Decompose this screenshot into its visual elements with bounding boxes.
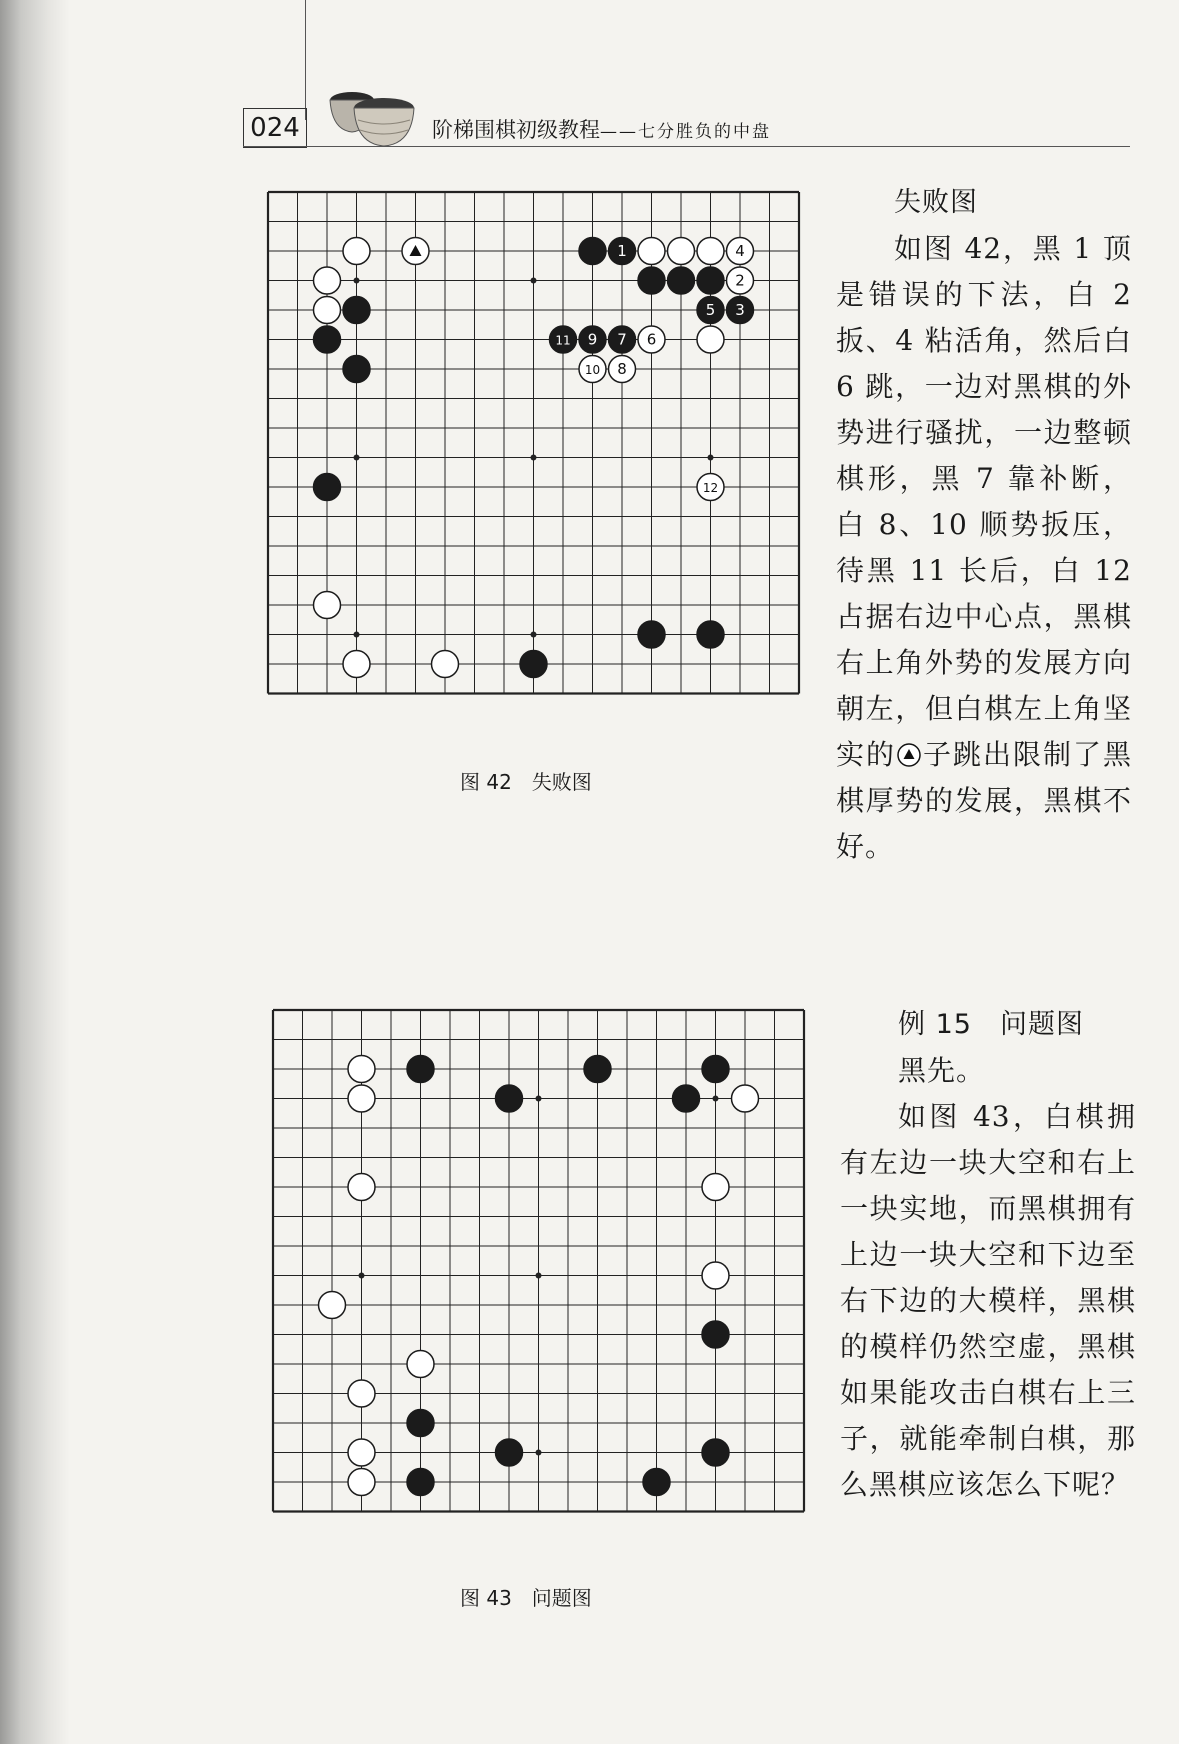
star-point — [536, 1273, 542, 1279]
figure-42-caption: 图 42 失败图 — [460, 770, 592, 794]
header-divider — [305, 0, 306, 120]
section-failure-body — [836, 226, 1132, 870]
white-stone — [697, 326, 724, 353]
page-edge-shadow — [0, 0, 70, 1744]
figure-43-caption: 图 43 问题图 — [460, 1586, 592, 1610]
board43-svg — [269, 1006, 808, 1516]
section-example-15 — [840, 1002, 1136, 1508]
book-title — [432, 114, 771, 144]
white-stone — [319, 1292, 346, 1319]
black-stone — [638, 267, 665, 294]
go-board-diagram-43 — [269, 1006, 808, 1516]
white-stone — [348, 1439, 375, 1466]
section-example-heading: 例 15 问题图 — [898, 1009, 1084, 1040]
stone-move-number: 7 — [617, 330, 627, 349]
black-stone — [638, 621, 665, 648]
section-failure-text-1: 如图 42，黑 1 顶是错误的下法，白 2 扳、4 粘活角，然后白 6 跳，一边对黑棋的外势进行骚扰，一边整顿棋形，黑 7 靠补断，白 8、10 顺势扳压，待黑 11 长后，白 12 占据右边中心点，黑棋右上角外势的发展方向朝左，但白棋左上角坚实的 — [836, 232, 1132, 771]
star-point — [531, 632, 537, 638]
stone-move-number: 10 — [584, 363, 601, 377]
star-point — [536, 1096, 542, 1102]
white-stone — [638, 238, 665, 265]
section-failure-text-2: 子跳出限制了黑棋厚势的发展，黑棋不好。 — [836, 738, 1132, 863]
stone-move-number: 11 — [555, 333, 571, 348]
white-stone — [343, 238, 370, 265]
black-stone — [407, 1410, 434, 1437]
black-stone — [702, 1056, 729, 1083]
black-stone — [343, 356, 370, 383]
stone-move-number: 3 — [735, 301, 745, 319]
black-stone — [673, 1085, 700, 1112]
black-stone — [314, 474, 341, 501]
star-point — [713, 1096, 719, 1102]
black-stone — [668, 267, 695, 294]
stone-move-number: 9 — [587, 330, 598, 349]
black-stone — [407, 1056, 434, 1083]
black-stone — [702, 1321, 729, 1348]
star-point — [531, 278, 537, 284]
black-stone — [343, 297, 370, 324]
white-stone — [348, 1380, 375, 1407]
star-point — [531, 455, 537, 461]
white-stone — [668, 238, 695, 265]
stone-move-number: 2 — [735, 271, 745, 290]
stone-move-number: 12 — [702, 481, 719, 495]
white-stone — [348, 1174, 375, 1201]
white-stone — [407, 1351, 434, 1378]
white-stone — [702, 1262, 729, 1289]
white-stone — [314, 592, 341, 619]
star-point — [708, 455, 714, 461]
white-stone — [702, 1174, 729, 1201]
section-example-body: 如图 43，白棋拥有左边一块大空和右上一块实地，而黑棋拥有上边一块大空和下边至右下边的大模样，黑棋的模样仍然空虚，黑棋如果能攻击白棋右上三子，就能牵制白棋，那么黑棋应该怎么下呢？ — [840, 1100, 1136, 1501]
book-subtitle: ——七分胜负的中盘 — [600, 122, 771, 142]
black-stone — [314, 326, 341, 353]
section-failure — [836, 180, 1132, 870]
star-point — [354, 632, 360, 638]
black-stone — [697, 267, 724, 294]
black-stone — [496, 1085, 523, 1112]
black-stone — [579, 238, 606, 265]
black-stone — [697, 621, 724, 648]
stone-move-number: 1 — [617, 242, 627, 260]
white-stone — [314, 267, 341, 294]
black-stone — [584, 1056, 611, 1083]
stone-move-number: 5 — [705, 301, 716, 319]
triangle-marked-white-stone-icon — [896, 742, 922, 768]
black-stone — [407, 1469, 434, 1496]
black-stone — [496, 1439, 523, 1466]
stone-move-number: 6 — [646, 330, 657, 349]
white-stone — [348, 1056, 375, 1083]
header-rule — [243, 146, 1130, 147]
go-bowls-icon — [322, 86, 418, 152]
page-number: 024 — [243, 108, 307, 148]
black-stone — [520, 651, 547, 678]
go-board-diagram-42 — [264, 188, 803, 698]
white-stone — [348, 1469, 375, 1496]
white-stone — [697, 238, 724, 265]
board42-svg — [264, 188, 803, 698]
black-stone — [643, 1469, 670, 1496]
stone-move-number: 4 — [735, 242, 745, 260]
white-stone — [314, 297, 341, 324]
white-stone — [732, 1085, 759, 1112]
star-point — [354, 278, 360, 284]
star-point — [354, 455, 360, 461]
white-stone — [348, 1085, 375, 1112]
star-point — [536, 1450, 542, 1456]
section-example-black-first: 黑先。 — [898, 1054, 986, 1087]
section-failure-heading: 失败图 — [894, 187, 978, 218]
black-stone — [702, 1439, 729, 1466]
stone-move-number: 8 — [617, 360, 627, 378]
white-stone — [343, 651, 370, 678]
white-stone — [432, 651, 459, 678]
star-point — [359, 1273, 365, 1279]
book-title-main: 阶梯围棋初级教程 — [432, 118, 600, 142]
